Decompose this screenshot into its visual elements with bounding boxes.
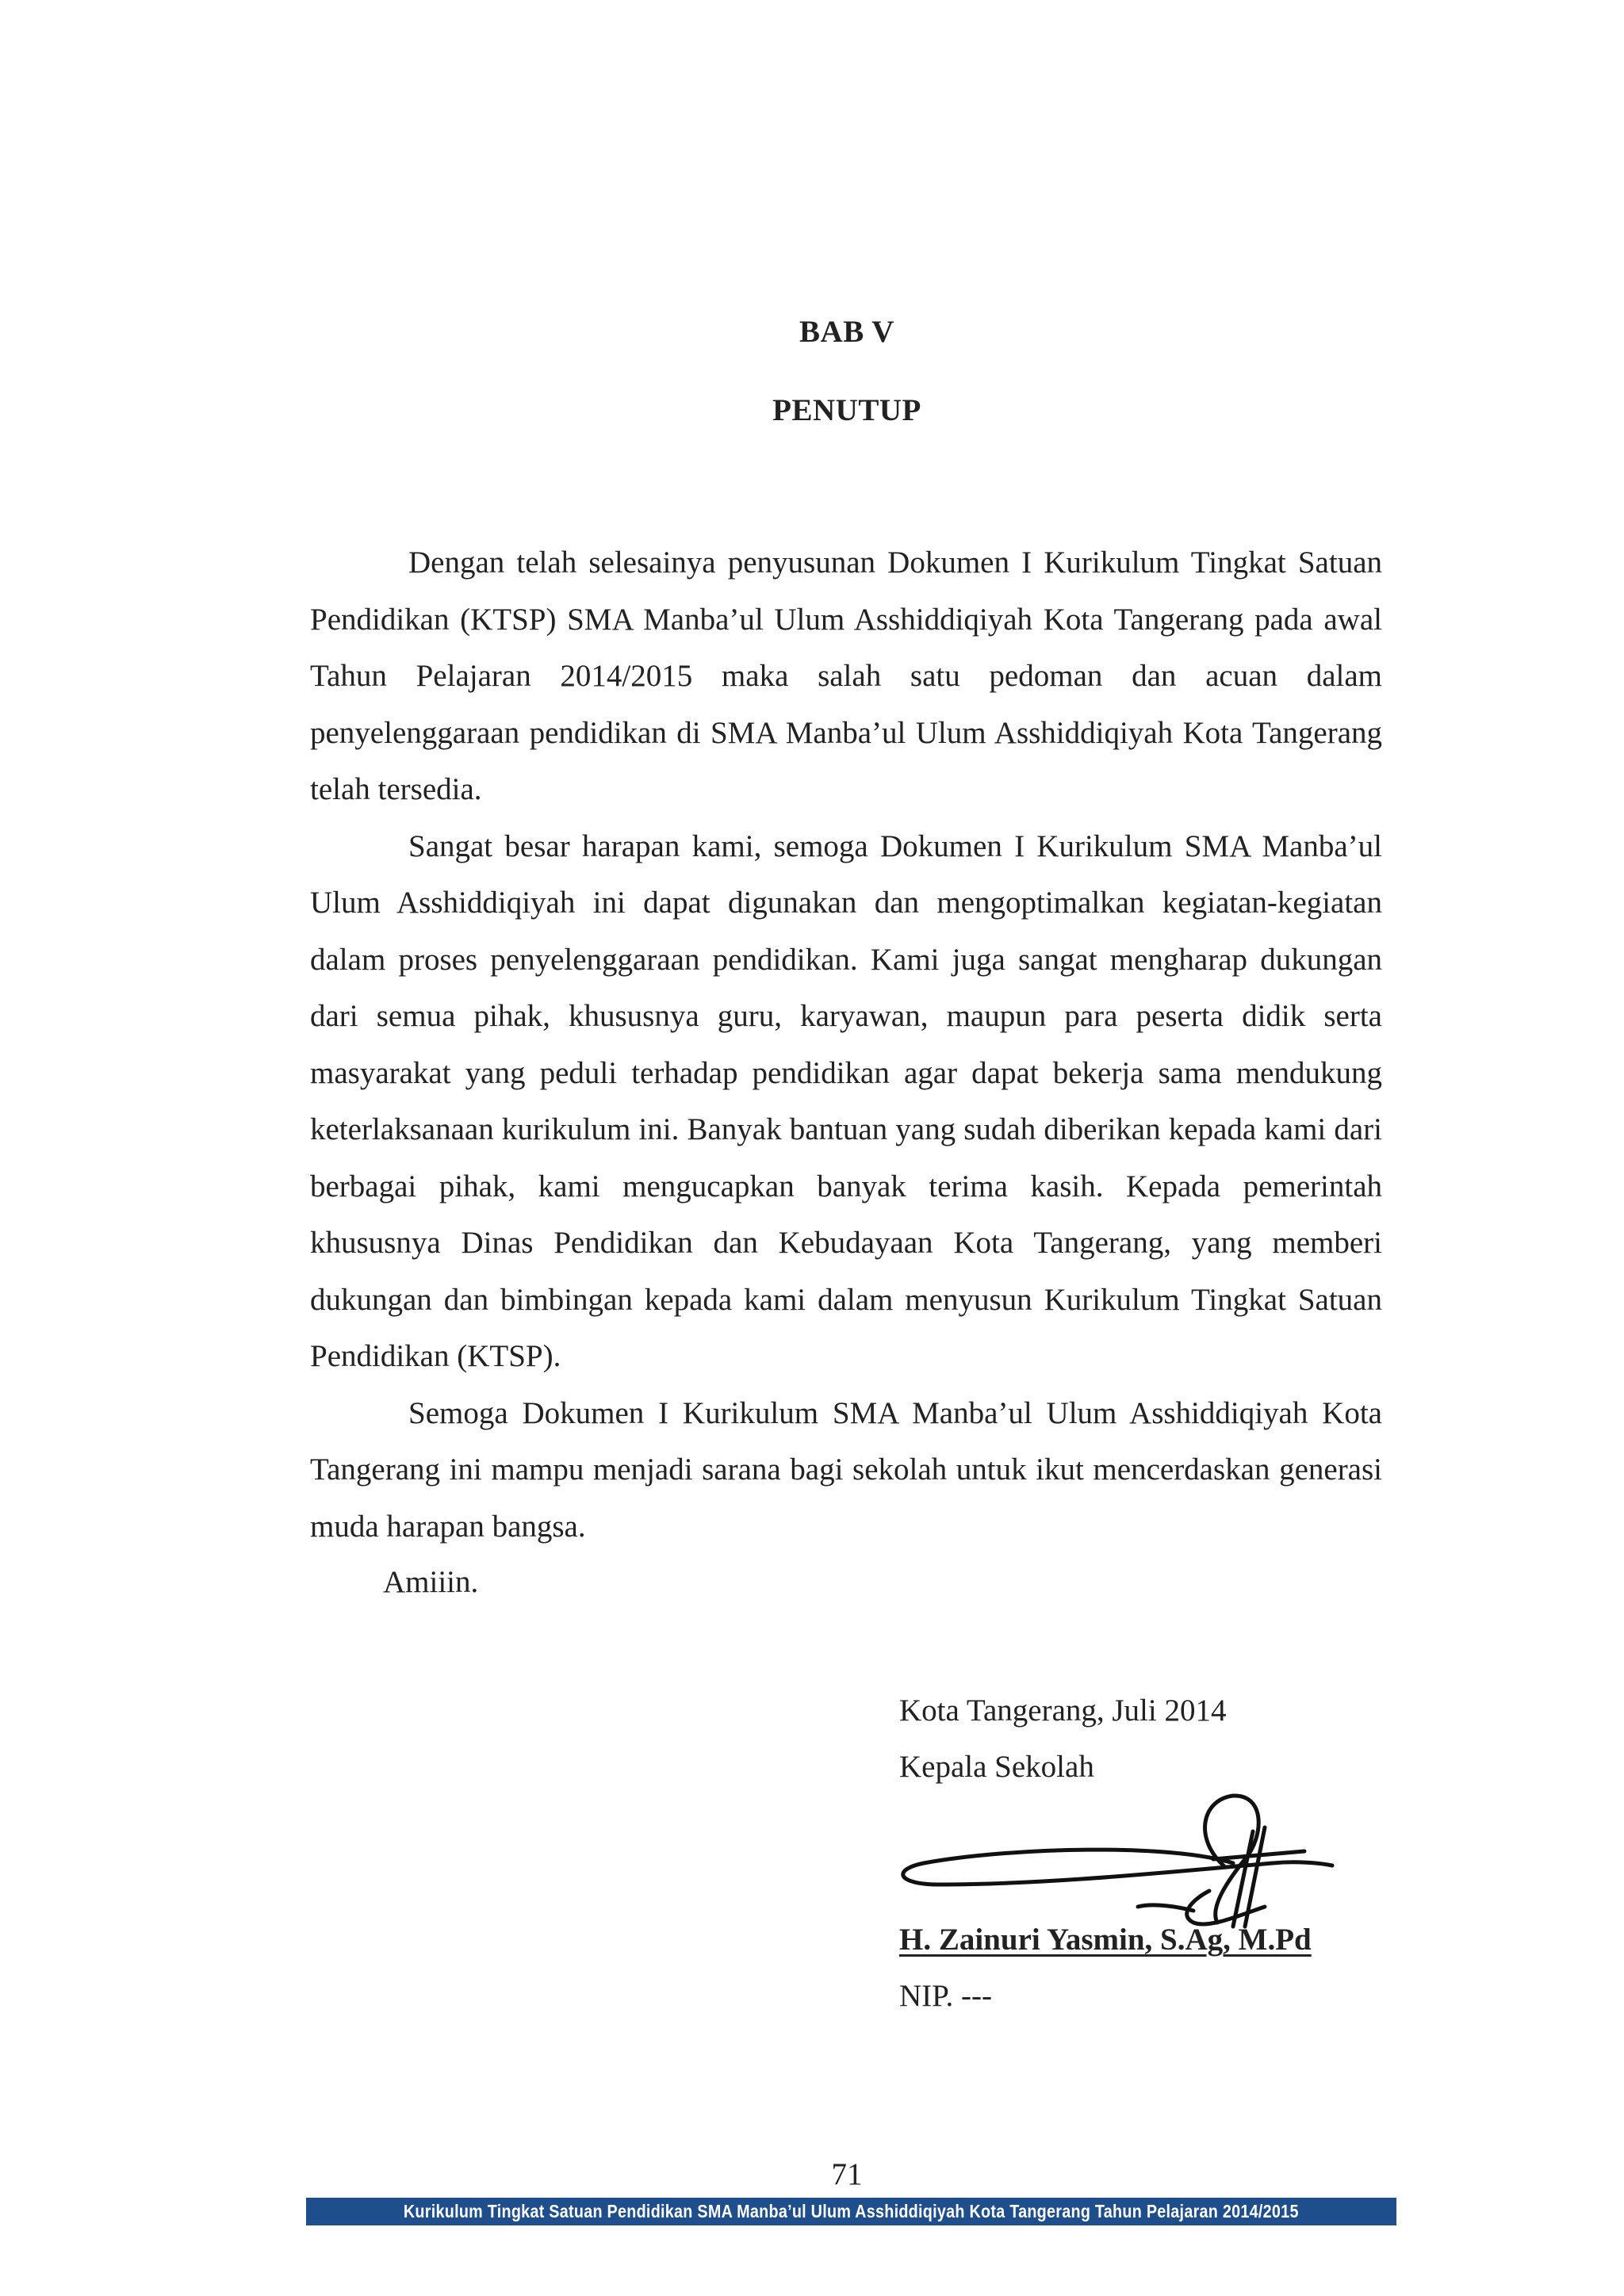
body-text: [310, 534, 1382, 1555]
chapter-number: BAB V: [799, 315, 894, 349]
footer-bar: [306, 2198, 1396, 2225]
paragraph: Sangat besar harapan kami, semoga Dokumen I Kurikulum SMA Manba’ul Ulum Asshiddiqiyah ini dapat digunakan dan mengoptimalkan kegiatan-kegiatan dalam proses penyelenggaraan pendidikan. Kami juga sangat mengharap dukungan dari semua pihak, khususnya guru, karyawan, maupun para peserta didik serta masyarakat yang peduli terhadap pendidikan agar dapat bekerja sama mendukung keterlaksanaan kurikulum ini. Banyak bantuan yang sudah diberikan kepada kami dari berbagai pihak, kami mengucapkan banyak terima kasih. Kepada pemerintah khususnya Dinas Pendidikan dan Kebudayaan Kota Tangerang, yang memberi dukungan dan bimbingan kepada kami dalam menyusun Kurikulum Tingkat Satuan Pendidikan (KTSP).: [310, 828, 1382, 1373]
signer-nip: NIP. ---: [899, 1979, 992, 2013]
footer-running-title: Kurikulum Tingkat Satuan Pendidikan SMA Manba’ul Ulum Asshiddiqiyah Kota Tangerang Tahun Pelajaran 2014/2015: [404, 2201, 1299, 2221]
signer-position: Kepala Sekolah: [899, 1750, 1094, 1784]
closing-word: Amiiin.: [383, 1565, 479, 1599]
page-number: 71: [831, 2157, 863, 2191]
paragraph: Dengan telah selesainya penyusunan Dokumen I Kurikulum Tingkat Satuan Pendidikan (KTSP) SMA Manba’ul Ulum Asshiddiqiyah Kota Tangerang pada awal Tahun Pelajaran 2014/2015 maka salah satu pedoman dan acuan dalam penyelenggaraan pendidikan di SMA Manba’ul Ulum Asshiddiqiyah Kota Tangerang telah tersedia.: [310, 545, 1382, 806]
signature-place-date: Kota Tangerang, Juli 2014: [899, 1693, 1227, 1728]
chapter-title: PENUTUP: [772, 393, 921, 427]
paragraph: Semoga Dokumen I Kurikulum SMA Manba’ul Ulum Asshiddiqiyah Kota Tangerang ini mampu menjadi sarana bagi sekolah untuk ikut mencerdaskan generasi muda harapan bangsa.: [310, 1395, 1382, 1544]
signer-name: H. Zainuri Yasmin, S.Ag, M.Pd: [899, 1923, 1312, 1957]
